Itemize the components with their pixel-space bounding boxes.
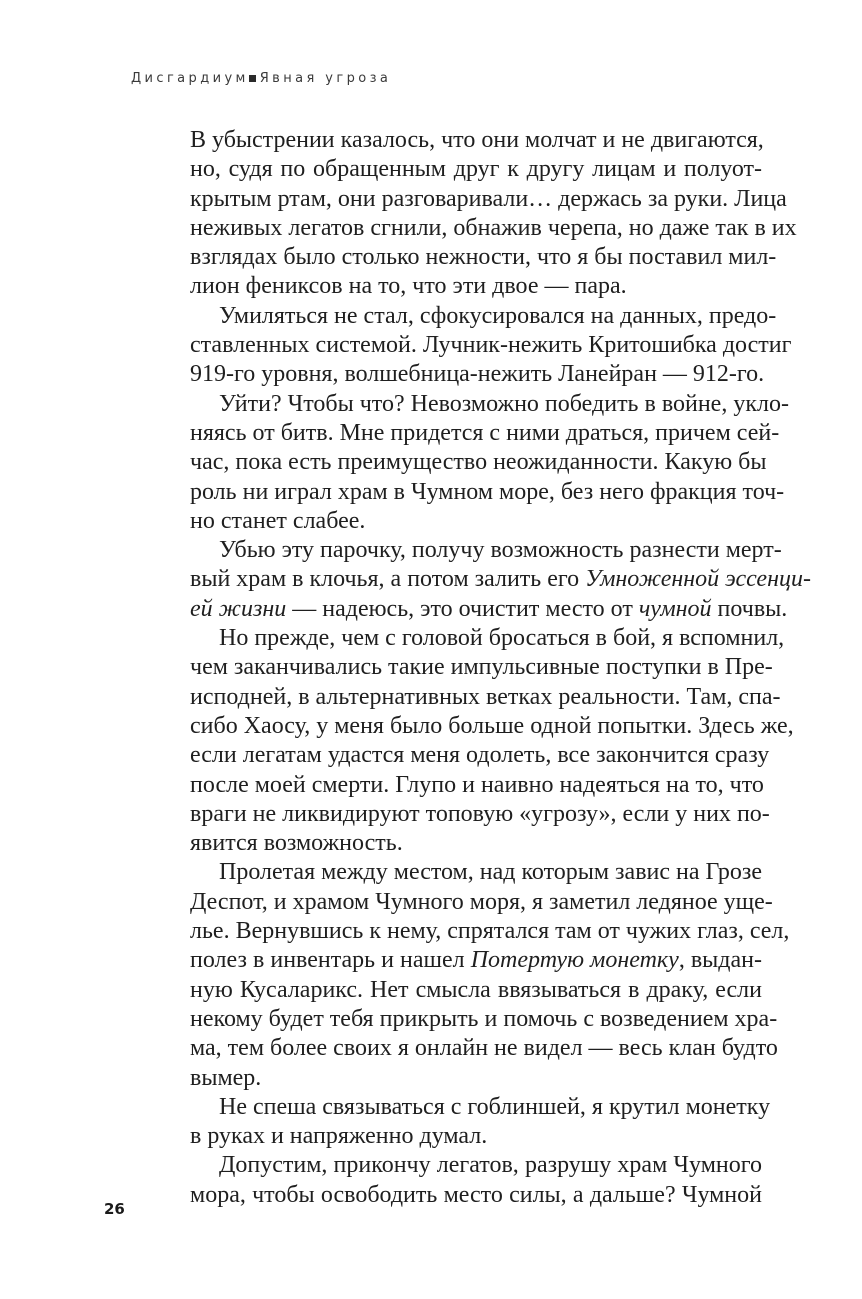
running-head <box>131 71 391 86</box>
book-title: Явная угроза <box>259 71 392 86</box>
text-segment: почвы. <box>711 595 788 622</box>
text-segment: лион фениксов на то, что эти двое — пара. <box>190 273 627 300</box>
text-line <box>190 331 792 360</box>
text-line <box>190 302 777 331</box>
text-line <box>190 771 762 800</box>
text-line <box>190 1122 762 1151</box>
text-line <box>190 536 782 565</box>
text-line <box>190 1093 771 1122</box>
italic-text: Потертую монетку <box>470 947 679 974</box>
text-line <box>190 214 797 243</box>
text-line <box>190 653 773 682</box>
text-segment: чем заканчивались такие импульсивные поступки в Пре- <box>190 654 773 681</box>
text-segment: враги не ликвидируют топовую «угрозу», если у них по- <box>190 800 770 827</box>
text-line <box>190 1034 778 1063</box>
italic-text: ей жизни <box>190 595 287 622</box>
text-line <box>190 946 762 975</box>
text-segment: Пролетая между местом, над которым завис на Грозе <box>219 859 763 886</box>
text-segment: но, судя по обращенным друг к другу лицам и полуот- <box>190 156 762 183</box>
text-line <box>190 683 781 712</box>
series-title: Дисгардиум <box>131 71 249 86</box>
text-line <box>190 624 785 653</box>
text-segment: полез в инвентарь и нашел <box>190 947 471 974</box>
text-segment: Уйти? Чтобы что? Невозможно победить в войне, укло- <box>219 390 789 417</box>
text-line <box>190 126 762 155</box>
text-line <box>190 741 770 770</box>
text-segment: Умиляться не стал, сфокусировался на данных, предо- <box>219 302 777 329</box>
text-line <box>190 1151 762 1180</box>
text-segment: некому будет тебя прикрыть и помочь с возведением хра- <box>190 1005 778 1032</box>
text-line <box>190 712 794 741</box>
text-segment: ставленных системой. Лучник-нежить Критошибка достиг <box>190 332 792 359</box>
text-segment: в руках и напряженно думал. <box>190 1123 488 1150</box>
text-segment: крытым ртам, они разговаривали… держась за руки. Лица <box>190 185 787 212</box>
text-segment: но станет слабее. <box>190 507 366 534</box>
page-number: 26 <box>104 1200 125 1218</box>
text-line <box>190 888 773 917</box>
text-segment: неживых легатов сгнили, обнажив черепа, но даже так в их <box>190 214 797 241</box>
text-line <box>190 448 767 477</box>
text-line <box>190 419 780 448</box>
text-segment: , выдан- <box>678 947 763 974</box>
text-line <box>190 507 762 536</box>
text-segment: если легатам удастся меня одолеть, все закончится сразу <box>190 742 770 769</box>
text-line <box>190 185 787 214</box>
text-segment: вымер. <box>190 1064 262 1091</box>
text-line <box>190 917 790 946</box>
text-segment: ма, тем более своих я онлайн не видел — весь клан будто <box>190 1035 778 1062</box>
text-line <box>190 272 762 301</box>
text-segment: Допустим, прикончу легатов, разрушу храм Чумного <box>219 1152 762 1179</box>
text-line <box>190 595 788 624</box>
separator-square-icon <box>249 75 256 82</box>
text-segment: Убью эту парочку, получу возможность разнести мерт- <box>219 537 782 564</box>
text-line <box>190 1181 762 1210</box>
text-line <box>190 478 785 507</box>
text-line <box>190 976 762 1005</box>
text-line <box>190 858 762 887</box>
text-segment: взглядах было столько нежности, что я бы поставил мил- <box>190 244 777 271</box>
text-segment: няясь от битв. Мне придется с ними драться, причем сей- <box>190 419 780 446</box>
text-segment: сибо Хаосу, у меня было больше одной попытки. Здесь же, <box>190 712 794 739</box>
text-line <box>190 800 770 829</box>
text-line <box>190 1064 762 1093</box>
text-segment: — надеюсь, это очистит место от <box>286 595 639 622</box>
italic-text: Умноженной эссенци- <box>585 566 811 593</box>
text-segment: час, пока есть преимущество неожиданности. Какую бы <box>190 449 767 476</box>
text-line <box>190 390 789 419</box>
text-segment: после моей смерти. Глупо и наивно надеяться на то, что <box>190 771 764 798</box>
text-segment: исподней, в альтернативных ветках реальности. Там, спа- <box>190 683 781 710</box>
text-segment: явится возможность. <box>190 830 403 857</box>
text-segment: Деспот, и храмом Чумного моря, я заметил ледяное уще- <box>190 888 773 915</box>
text-segment: мора, чтобы освободить место силы, а дальше? Чумной <box>190 1181 762 1208</box>
text-segment: лье. Вернувшись к нему, спрятался там от чужих глаз, сел, <box>190 918 790 945</box>
text-segment: вый храм в клочья, а потом залить его <box>190 566 586 593</box>
text-segment: Не спеша связываться с гоблиншей, я крутил монетку <box>219 1093 771 1120</box>
text-line <box>190 243 777 272</box>
text-segment: 919-го уровня, волшебница-нежить Ланейран — 912-го. <box>190 361 765 388</box>
text-line <box>190 829 762 858</box>
text-line <box>190 1005 778 1034</box>
italic-text: чумной <box>638 595 712 622</box>
text-segment: В убыстрении казалось, что они молчат и не двигаются, <box>190 127 764 153</box>
body-text <box>190 126 811 1210</box>
text-line <box>190 565 811 594</box>
text-line <box>190 155 762 184</box>
text-segment: ную Кусаларикс. Нет смысла ввязываться в драку, если <box>190 976 762 1003</box>
text-segment: Но прежде, чем с головой бросаться в бой, я вспомнил, <box>219 625 785 652</box>
text-line <box>190 360 765 389</box>
text-segment: роль ни играл храм в Чумном море, без него фракция точ- <box>190 478 785 505</box>
